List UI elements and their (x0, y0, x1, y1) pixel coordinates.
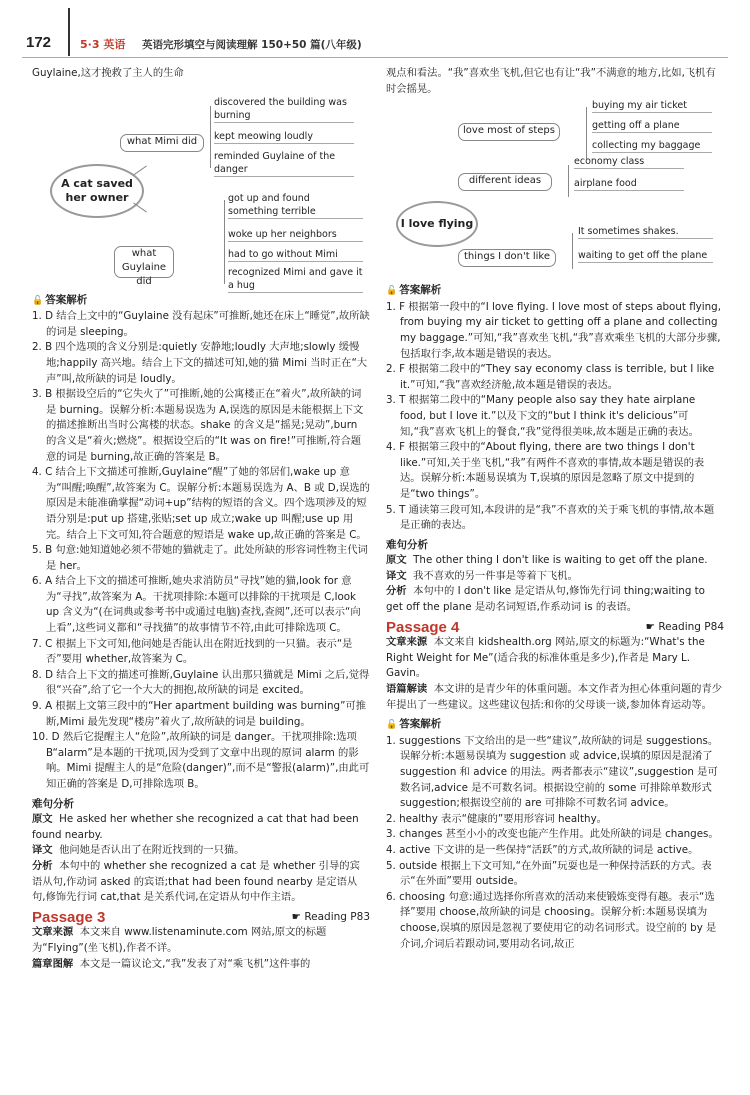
mindmap-cat (32, 82, 370, 291)
label: 原文 (386, 554, 407, 567)
leaf: got up and found something terrible (228, 192, 363, 219)
leaf: woke up her neighbors (228, 228, 363, 242)
left-column (32, 66, 370, 972)
answer-item: 6. choosing 句意:通过选择你所喜欢的活动来使锻炼变得有趣。表示“选择”要用 choose,故所缺的词是 choosing。误解分析:本题易误填为 choose,误填的原因是忽视了要使用它的动名词形式。设空前的 by 是介词,介词后若跟动词,要用动名词,故正 (386, 890, 717, 950)
leaf: getting off a plane (592, 119, 712, 133)
answer-item: 7. C 根据上下文可知,他问她是否能认出在附近找到的一只猫。表示“是否”要用 whether,故答案为 C。 (32, 637, 353, 666)
label: 文章来源 (386, 636, 428, 649)
answer-item: 3. B 根据设空后的“它失火了”可推断,她的公寓楼正在“着火”,故所缺的词是 burning。误解分析:本题易误选为 A,误选的原因是未能根据上下文的描述推断出当时公寓楼的状态。shake 的含义是“摇晃;晃动”,burn 的含义是“着火;燃烧”。根据设空后的“It was on fire!”可推断,符合题意的词是 burning,故正确的答案是 B。 (32, 388, 364, 463)
difficult-sentence-heading: 难句分析 (386, 538, 428, 551)
intro-text: 观点和看法。“我”喜欢坐飞机,但它也有让“我”不满意的地方,比如,飞机有时会摇晃。 (386, 67, 716, 95)
answer-item: 1. suggestions 下文给出的是一些“建议”,故所缺的词是 suggestions。误解分析:本题易误填为 suggestion 或 advice,误填的原因是混淆了 suggestion 和 advice 的用法。两者都表示“建议”,suggestion 是可数名词,advice 是不可数名词。根据设空前的 some 可排除单数形式 suggestion;根据设空前的 are 可排除不可数名词 advice。 (386, 734, 719, 810)
answer-item: 1. D 结合上文中的“Guylaine 没有起床”可推断,她还在床上“睡觉”,故所缺的词是 sleeping。 (32, 310, 370, 338)
branch-love-most-of-steps: love most of steps (458, 123, 560, 141)
header-rule (68, 8, 70, 56)
mindmap-flying (386, 97, 724, 277)
leaf: It sometimes shakes. (578, 225, 713, 239)
source-text: 本文来自 kidshealth.org 网站,原文的标题为:“What's the Right Weight for Me”(适合我的标准体重是多少),作者是 Mary L. Gavin。 (386, 636, 705, 680)
lock-icon: 🔓 (32, 295, 44, 306)
leaf: kept meowing loudly (214, 130, 354, 144)
right-column (386, 66, 724, 952)
difficult-sentence-heading: 难句分析 (32, 797, 74, 810)
mindmap-center: A cat saved her owner (50, 164, 144, 218)
label: 译文 (32, 844, 53, 857)
answer-item: 2. B 四个选项的含义分别是:quietly 安静地;loudly 大声地;slowly 缓慢地;happily 高兴地。结合上下文的描述可知,她的猫 Mimi 当时正在“大声”叫,故所缺的词是 loudly。 (32, 341, 368, 385)
branch-different-ideas: different ideas (458, 173, 552, 191)
answer-item: 6. A 结合上下文的描述可推断,她央求消防员“寻找”她的猫,look for 意为“寻找”,故答案为 A。干扰项排除:本题可以排除的干扰项是 C,look up 含义为“(在词典或参考书中或通过电脑)查找,查阅”,还可以表示“向上看”,这些词义都和“寻找猫”的故事情节不符,由此可排除选项 C。 (32, 575, 361, 635)
guide-text: 本文讲的是青少年的体重问题。本文作者为担心体重问题的青少年提出了一些建议。这些建议包括:和你的父母谈一谈,参加体育运动等。 (386, 683, 723, 711)
analysis: 本句中的 I don't like 是定语从句,修饰先行词 thing;waiting to get off the plane 是动名词短语,作系动词 is 的表语。 (386, 585, 705, 614)
book-brand: 5·3 英语 (80, 38, 126, 51)
leaf: economy class (574, 155, 684, 169)
leaf: buying my air ticket (592, 99, 712, 113)
label: 原文 (32, 813, 53, 826)
answer-item: 3. T 根据第二段中的“Many people also say they hate airplane food, but I love it.”以及下文的“but I think it's delicious”可知,“我”喜欢飞机上的餐食,“我”觉得很美味,故本题是正确的表达。 (386, 394, 699, 438)
passage-title: Passage 3 (32, 908, 106, 926)
connector (133, 165, 147, 175)
header-divider (22, 57, 728, 58)
analysis: 本句中的 whether she recognized a cat 是 whether 引导的宾语从句,作动词 asked 的宾语;that had been found nearby 是定语从句,修饰先行词 cat,that 是关系代词,在定语从句中作主语。 (32, 859, 360, 904)
passage4-header (386, 620, 724, 636)
reading-ref: ☛ Reading P84 (645, 620, 724, 633)
page-header (0, 0, 750, 62)
bracket (586, 107, 587, 159)
book-title: 英语完形填空与阅读理解 150+50 篇(八年级) (142, 39, 362, 51)
label: 分析 (386, 585, 407, 598)
answer-item: 5. T 通读第三段可知,本段讲的是“我”不喜欢的关于乘飞机的事情,故本题是正确的表达。 (386, 503, 715, 532)
intro-text: Guylaine,这才挽救了主人的生命 (32, 67, 184, 79)
answer-item: 2. healthy 表示“健康的”要用形容词 healthy。 (386, 812, 607, 825)
answer-item: 10. D 然后它提醒主人“危险”,故所缺的词是 danger。干扰项排除:选项 B“alarm”是本题的干扰项,因为受到了文章中出现的原词 alarm 的影响。Mimi 提醒主人的是“危险(danger)”,而不是“警报(alarm)”,由此可知正确的答案是 D,可排除选项 B。 (32, 731, 370, 790)
leaf: airplane food (574, 177, 684, 191)
answers-heading: 🔓 答案解析 (32, 293, 88, 306)
branch-what-mimi-did: what Mimi did (120, 134, 204, 152)
answer-item: 8. D 结合上下文的描述可推断,Guylaine 认出那只猫就是 Mimi 之后,觉得很“兴奋”,给了它一个大大的拥抱,故所缺的词是 excited。 (32, 668, 370, 697)
leaf: waiting to get off the plane (578, 249, 713, 263)
page-number: 172 (26, 34, 52, 51)
leaf: collecting my baggage (592, 139, 712, 153)
lock-icon: 🔓 (386, 720, 398, 731)
leaf: recognized Mimi and gave it a hug (228, 266, 363, 291)
reading-ref: ☛ Reading P83 (291, 910, 370, 923)
label: 文章来源 (32, 926, 74, 939)
translation: 我不喜欢的另一件事是等着下飞机。 (413, 569, 578, 582)
answer-item: 4. F 根据第三段中的“About flying, there are two things I don't like.”可知,关于坐飞机,“我”有两件不喜欢的事情,故本题是错误的表达。误解分析:本题易误填为 T,误填的原因是忽略了原文中提到的是“two things”。 (386, 441, 705, 500)
hand-pointer-icon: ☛ (291, 910, 301, 923)
branch-what-guylaine-did: what Guylaine did (114, 246, 174, 278)
label: 译文 (386, 569, 407, 582)
source-text: 本文来自 www.listenaminute.com 网站,原文的标题为“Flying”(坐飞机),作者不详。 (32, 926, 327, 954)
answer-item: 5. outside 根据上下文可知,“在外面”玩耍也是一种保持活跃的方式。表示“在外面”要用 outside。 (386, 859, 712, 888)
label: 分析 (32, 859, 53, 872)
passage3-header (32, 910, 370, 926)
mindmap-center: I love flying (396, 201, 478, 247)
leaf: discovered the building was burning (214, 96, 354, 123)
answer-item: 4. C 结合上下文描述可推断,Guylaine“醒”了她的邻居们,wake up 意为“叫醒;唤醒”,故答案为 C。误解分析:本题易误选为 A、B 或 D,误选的原因是未能准确掌握“动词+up”结构的短语的含义。四个选项涉及的短语分别是:put up 搭建,张贴;set up 成立;wake up 叫醒;use up 用完。结合上下文可知,符合题意的短语是 wake up,故正确的答案是 C。 (32, 466, 370, 541)
bracket (210, 106, 211, 168)
original-sentence: He asked her whether she recognized a cat that had been found nearby. (32, 813, 359, 841)
answer-item: 4. active 下文讲的是一些保持“活跃”的方式,故所缺的词是 active。 (386, 843, 699, 856)
leaf: had to go without Mimi (228, 248, 363, 262)
label: 语篇解读 (386, 683, 428, 696)
translation: 他问她是否认出了在附近找到的一只猫。 (59, 844, 245, 857)
hand-pointer-icon: ☛ (645, 620, 655, 633)
passage-title: Passage 4 (386, 618, 460, 636)
lock-icon: 🔓 (386, 286, 398, 297)
bracket (568, 165, 569, 197)
answer-item: 2. F 根据第二段中的“They say economy class is terrible, but I like it.”可知,“我”喜欢经济舱,故本题是错误的表达。 (386, 363, 715, 391)
answer-item: 3. changes 甚至小小的改变也能产生作用。此处所缺的词是 changes。 (386, 828, 719, 841)
bracket (572, 233, 573, 269)
answer-item: 5. B 句意:她知道她必须不带她的猫就走了。此处所缺的形容词性物主代词是 her。 (32, 544, 368, 572)
bracket (224, 200, 225, 284)
answer-item: 1. F 根据第一段中的“I love flying. I love most of steps about flying, from buying my air ticket to getting off a plane and collecting my baggage.”可知,“我”喜欢坐飞机,“我”喜欢乘坐飞机的大部分步骤,包括取行李,故本题是错误的表达。 (386, 300, 721, 360)
answer-item: 9. A 根据上文第三段中的“Her apartment building was burning”可推断,Mimi 最先发现“楼房”着火了,故所缺的词是 building。 (32, 700, 367, 728)
original-sentence: The other thing I don't like is waiting to get off the plane. (413, 554, 708, 567)
answers-heading: 🔓 答案解析 (386, 718, 442, 731)
answers-heading: 🔓 答案解析 (386, 284, 442, 297)
structure-text: 本文是一篇议论文,“我”发表了对“乘飞机”这件事的 (79, 957, 311, 970)
label: 篇章图解 (32, 957, 74, 970)
branch-things-i-dont-like: things I don't like (458, 249, 556, 267)
leaf: reminded Guylaine of the danger (214, 150, 354, 177)
